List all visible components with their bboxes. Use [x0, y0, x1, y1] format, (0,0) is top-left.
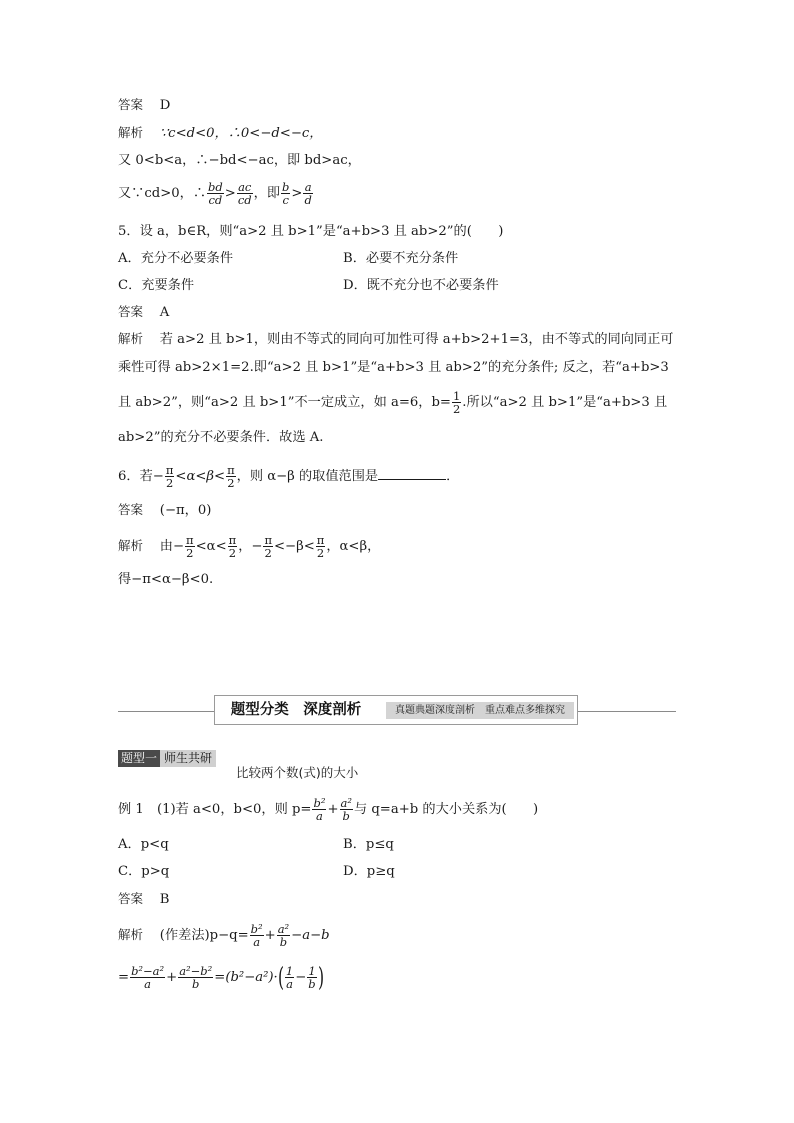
- answer-label: 答案: [118, 304, 144, 319]
- q5-answer-line: [118, 304, 169, 321]
- fraction-pi-2: $\frac{\pi}{2}$: [264, 533, 272, 560]
- answer-label: 答案: [118, 502, 144, 517]
- q4-analysis-line1: [118, 125, 322, 142]
- fraction-ac-cd: $\frac{ac}{cd}$: [237, 180, 252, 207]
- analysis-label: 解析: [118, 125, 144, 140]
- section-topic: 比较两个数(式)的大小: [236, 765, 359, 780]
- ex1-answer-line: [118, 891, 170, 908]
- q6-stem: [118, 462, 459, 492]
- section-tag: [118, 750, 216, 767]
- answer-label: 答案: [118, 891, 144, 906]
- fraction-1-b: $\frac{1}{b}$: [308, 964, 316, 991]
- fraction-pi-2: $\frac{\pi}{2}$: [186, 533, 194, 560]
- fraction-b2-a: $\frac{\text{b²}}{a}$: [313, 796, 326, 823]
- fraction-1-a: $\frac{1}{a}$: [285, 964, 294, 991]
- q6-analysis-text: <−β<: [274, 539, 315, 554]
- q5-analysis-line2: 乘性可得 ab>2×1=2.即“a>2 且 b>1”是“a+b>3 且 ab>2”的充分条件; 反之，若“a+b>3: [118, 360, 669, 375]
- q5-analysis-text: 若 a>2 且 b>1，则由不等式的同向可加性可得 a+b>2+1=3，由不等式的同向同正可: [159, 332, 674, 347]
- q4-analysis-line2: [118, 153, 361, 169]
- answer-blank: [378, 467, 446, 480]
- q5-option-b: B．必要不充分条件: [343, 251, 459, 266]
- q4-answer-line: [118, 97, 170, 114]
- q6-stem-text: ．: [446, 469, 460, 484]
- ex1-option-c: C．p>q: [118, 864, 170, 879]
- q6-stem-text: 6．若−: [118, 469, 164, 484]
- q5-option-a: A．充分不必要条件: [118, 251, 234, 266]
- section-tag-mode: 师生共研: [160, 750, 216, 767]
- ex1-stem-text: 例 1 (1)若 a<0，b<0，则 p=: [118, 802, 312, 817]
- ex1-stem: [118, 792, 538, 828]
- q5-analysis-text: .所以“a>2 且 b>1”是“a+b>3 且: [462, 395, 668, 410]
- analysis-label: 解析: [118, 538, 144, 553]
- ex1-analysis-text: −a−b: [291, 928, 330, 943]
- fraction-one-half: $\frac{1}{2}$: [452, 389, 461, 416]
- q6-analysis-line1: [118, 531, 380, 562]
- q5-option-d: D．既不充分也不必要条件: [343, 278, 499, 293]
- q5-option-c: C．充要条件: [118, 278, 195, 293]
- fraction-pi-2: $\frac{\pi}{2}$: [227, 463, 235, 490]
- ex1-option-a: A．p<q: [118, 837, 169, 852]
- q4-analysis-text: 又 0<b<a，∴−bd<−ac，即 bd>ac，: [118, 153, 361, 168]
- q6-answer: (−π，0): [159, 503, 212, 518]
- fraction-a-d: $\frac{a}{d}$: [304, 180, 312, 207]
- ex1-analysis-text: =(b²−a²)·: [214, 970, 278, 985]
- section-tag-number: 题型一: [118, 750, 160, 767]
- left-paren: (: [277, 962, 284, 993]
- q4-answer: D: [159, 98, 171, 113]
- banner-title: 题型分类 深度剖析: [230, 702, 362, 718]
- fraction-a2-minus-b2-over-b: $\frac{\text{a²−b²}}{b}$: [179, 964, 213, 991]
- ex1-analysis-text: (作差法)p−q=: [159, 928, 249, 943]
- q6-stem-text: <α<β<: [175, 469, 226, 484]
- equals-sign: =: [118, 970, 130, 985]
- fraction-b2-a: $\frac{\text{b²}}{a}$: [250, 922, 263, 949]
- answer-label: 答案: [118, 97, 144, 112]
- minus-sign: −: [295, 970, 307, 985]
- fraction-a2-b: $\frac{\text{a²}}{b}$: [340, 796, 352, 823]
- gt-sign: >: [224, 186, 236, 201]
- q5-analysis-line4: ab>2”的充分不必要条件．故选 A.: [118, 430, 324, 445]
- fraction-b2-minus-a2-over-a: $\frac{\text{b²−a²}}{a}$: [131, 964, 165, 991]
- q5-answer: A: [159, 305, 170, 320]
- q6-analysis-text: ，−: [238, 539, 263, 554]
- analysis-label: 解析: [118, 927, 144, 942]
- fraction-pi-2: $\frac{\pi}{2}$: [316, 533, 325, 560]
- q4-analysis-line3: [118, 180, 314, 208]
- q5-stem: 5．设 a，b∈R，则“a>2 且 b>1”是“a+b>3 且 ab>2”的( ): [118, 224, 504, 239]
- ex1-analysis-line2: [118, 960, 324, 996]
- q5-analysis-text: 且 ab>2”，则“a>2 且 b>1”不一定成立，如 a=6，b=: [118, 395, 451, 410]
- gt-sign: >: [291, 186, 303, 201]
- analysis-label: 解析: [118, 331, 144, 346]
- q6-analysis-text: ，α<β，: [326, 539, 381, 554]
- q6-analysis-text: <α<: [195, 539, 227, 554]
- banner-rule-right: [578, 711, 676, 712]
- fraction-bd-cd: $\frac{bd}{cd}$: [208, 180, 223, 207]
- fraction-a2-b: $\frac{\text{a²}}{b}$: [277, 922, 290, 949]
- q4-text-mid: ，即: [253, 186, 281, 201]
- ex1-option-b: B．p≤q: [343, 837, 394, 852]
- q4-analysis-text: ∵c<d<0，∴0<−d<−c，: [159, 126, 323, 141]
- q6-analysis-line2: 得−π<α−β<0.: [118, 572, 214, 587]
- fraction-b-c: $\frac{b}{c}$: [282, 180, 290, 207]
- q4-analysis-text: 又∵cd>0，∴: [118, 186, 207, 201]
- right-paren: ): [317, 962, 324, 993]
- q6-stem-text: ，则 α−β 的取值范围是: [236, 469, 379, 484]
- ex1-analysis-line1: [118, 918, 330, 953]
- q5-analysis-line3: [118, 386, 667, 420]
- plus-sign: +: [166, 970, 178, 985]
- ex1-answer: B: [159, 892, 170, 907]
- q5-analysis-line1: [118, 331, 673, 348]
- ex1-stem-text: 与 q=a+b 的大小关系为( ): [353, 802, 539, 817]
- banner-rule-left: [118, 711, 214, 712]
- fraction-pi-2: $\frac{\pi}{2}$: [165, 463, 174, 490]
- plus-sign: +: [327, 802, 339, 817]
- fraction-pi-2: $\frac{\pi}{2}$: [228, 533, 237, 560]
- q6-analysis-text: 由−: [159, 539, 185, 554]
- ex1-option-d: D．p≥q: [343, 864, 395, 879]
- banner-subtitle: 真题典题深度剖析 重点难点多维探究: [386, 702, 574, 719]
- plus-sign: +: [264, 928, 276, 943]
- q6-answer-line: [118, 502, 211, 519]
